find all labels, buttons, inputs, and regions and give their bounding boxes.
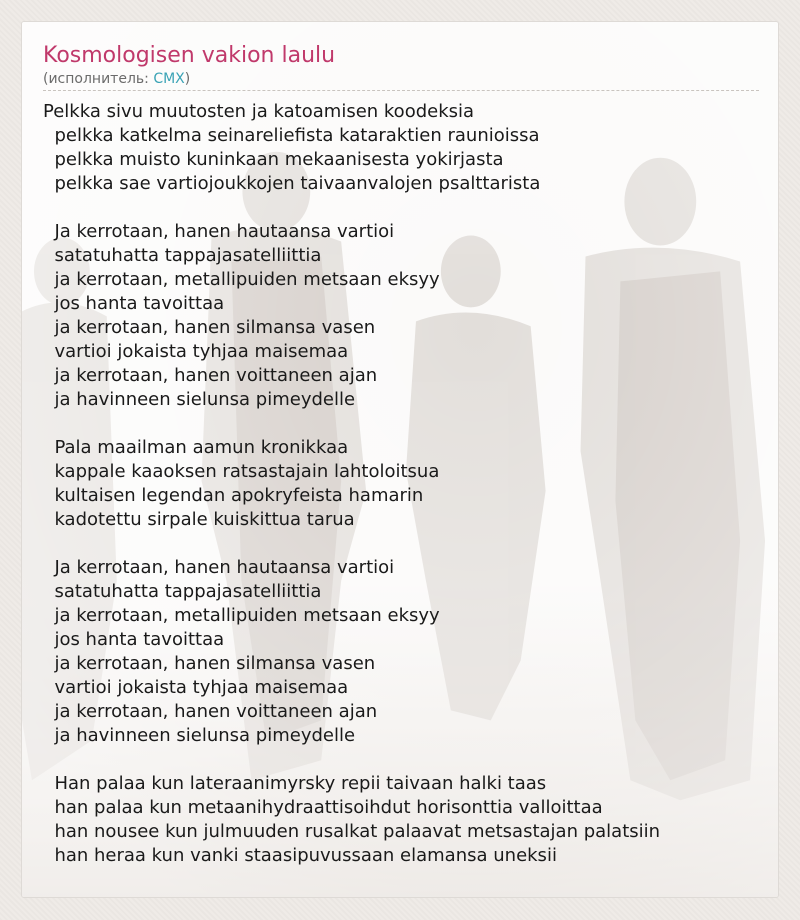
lyric-line: vartioi jokaista tyhjaa maisemaa bbox=[43, 341, 349, 362]
lyric-line: ja kerrotaan, hanen silmansa vasen bbox=[43, 653, 376, 674]
artist-link[interactable]: CMX bbox=[153, 71, 185, 87]
lyric-line: pelkka sae vartiojoukkojen taivaanvalojen psalttarista bbox=[43, 173, 541, 194]
lyric-line: satatuhatta tappajasatelliittia bbox=[43, 245, 322, 266]
stanza-break bbox=[43, 532, 759, 556]
lyric-line: Han palaa kun lateraanimyrsky repii taivaan halki taas bbox=[43, 773, 547, 794]
lyric-line: Ja kerrotaan, hanen hautaansa vartioi bbox=[43, 221, 395, 242]
lyric-line: kadotettu sirpale kuiskittua tarua bbox=[43, 509, 355, 530]
lyric-line: han palaa kun metaanihydraattisoihdut horisonttia valloittaa bbox=[43, 797, 603, 818]
lyric-line: jos hanta tavoittaa bbox=[43, 629, 225, 650]
lyric-line: pelkka katkelma seinareliefista kataraktien raunioissa bbox=[43, 125, 540, 146]
lyric-line: ja kerrotaan, hanen voittaneen ajan bbox=[43, 365, 378, 386]
lyric-line: ja kerrotaan, metallipuiden metsaan eksyy bbox=[43, 605, 440, 626]
song-title: Kosmologisen vakion laulu bbox=[43, 43, 336, 68]
lyric-line: pelkka muisto kuninkaan mekaanisesta yokirjasta bbox=[43, 149, 504, 170]
lyric-line: satatuhatta tappajasatelliittia bbox=[43, 581, 322, 602]
lyric-line: han heraa kun vanki staasipuvussaan elamansa uneksii bbox=[43, 845, 557, 866]
lyric-line: Pelkka sivu muutosten ja katoamisen koodeksia bbox=[43, 101, 475, 122]
lyric-line: ja kerrotaan, metallipuiden metsaan eksyy bbox=[43, 269, 440, 290]
stanza-break bbox=[43, 196, 759, 220]
title-divider bbox=[43, 90, 759, 91]
lyric-line: ja kerrotaan, hanen voittaneen ajan bbox=[43, 701, 378, 722]
stanza-break bbox=[43, 748, 759, 772]
lyrics-card bbox=[21, 21, 779, 898]
lyrics-text bbox=[43, 100, 759, 868]
artist-line bbox=[43, 71, 759, 87]
lyric-line: ja havinneen sielunsa pimeydelle bbox=[43, 389, 356, 410]
stanza-break bbox=[43, 412, 759, 436]
lyric-line: Ja kerrotaan, hanen hautaansa vartioi bbox=[43, 557, 395, 578]
lyric-line: jos hanta tavoittaa bbox=[43, 293, 225, 314]
lyric-line: han nousee kun julmuuden rusalkat palaavat metsastajan palatsiin bbox=[43, 821, 661, 842]
artist-prefix: (исполнитель: bbox=[43, 71, 154, 87]
lyric-line: vartioi jokaista tyhjaa maisemaa bbox=[43, 677, 349, 698]
lyric-line: kultaisen legendan apokryfeista hamarin bbox=[43, 485, 424, 506]
lyric-line: ja havinneen sielunsa pimeydelle bbox=[43, 725, 356, 746]
lyrics-content bbox=[43, 22, 759, 868]
lyric-line: ja kerrotaan, hanen silmansa vasen bbox=[43, 317, 376, 338]
artist-suffix: ) bbox=[184, 71, 191, 87]
lyric-line: Pala maailman aamun kronikkaa bbox=[43, 437, 349, 458]
lyric-line: kappale kaaoksen ratsastajain lahtoloitsua bbox=[43, 461, 440, 482]
